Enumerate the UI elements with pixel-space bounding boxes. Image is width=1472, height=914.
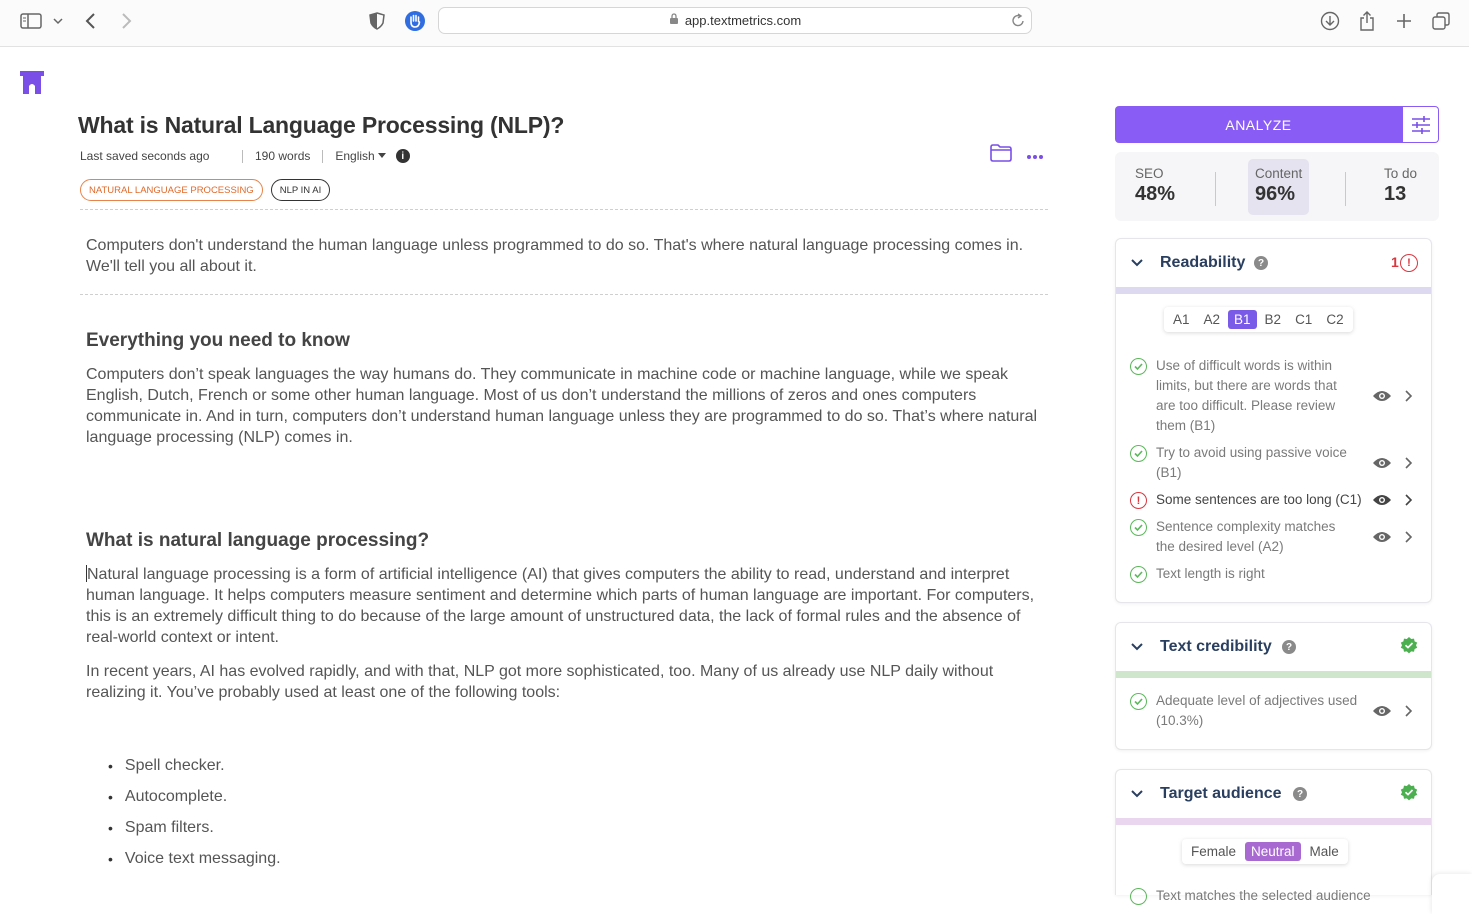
language-select[interactable] xyxy=(335,149,385,163)
check-item-text: Sentence complexity matches the desired level (A2) xyxy=(1156,519,1336,554)
chevron-right-icon[interactable] xyxy=(1404,704,1414,718)
audience-option-selected[interactable]: Neutral xyxy=(1245,842,1301,861)
download-icon[interactable] xyxy=(1318,9,1342,33)
language-label: English xyxy=(335,149,375,163)
browser-toolbar xyxy=(0,0,1469,47)
chevron-right-icon[interactable] xyxy=(1404,389,1414,403)
readability-title: Readability xyxy=(1160,254,1246,271)
chevron-down-icon[interactable] xyxy=(1130,639,1144,657)
audience-progress-bar xyxy=(1116,818,1431,825)
chevron-down-icon[interactable] xyxy=(1130,786,1144,804)
body-paragraph[interactable]: In recent years, AI has evolved rapidly, and with that, NLP got more sophisticated, too. Many of us already use NLP daily without realizing it. You’ve probably used at least one of the following tools: xyxy=(86,663,994,701)
body-paragraph[interactable]: Computers don’t speak languages the way humans do. They communicate in machine code or machine language, while we speak English, Dutch, French or some other human language. Most of us don’t understand the millions of zeros and ones computers communicate in. And in turn, computers don’t understand human language unless they are programmed to do so. That’s where natural language processing (NLP) comes in. xyxy=(86,366,1038,446)
tool-list xyxy=(108,750,281,874)
score-value: 48% xyxy=(1135,183,1176,205)
check-icon xyxy=(1130,566,1147,583)
check-item-text: Try to avoid using passive voice (B1) xyxy=(1156,445,1347,480)
score-label: Content xyxy=(1255,166,1303,181)
content-score[interactable] xyxy=(1248,159,1309,215)
divider xyxy=(322,150,323,163)
target-audience-panel xyxy=(1115,769,1432,903)
chevron-right-icon[interactable] xyxy=(1404,456,1414,470)
target-audience-header[interactable] xyxy=(1116,770,1431,818)
credibility-header[interactable] xyxy=(1116,623,1431,671)
settings-sliders-icon[interactable] xyxy=(1403,107,1438,142)
chevron-right-icon[interactable] xyxy=(1404,530,1414,544)
word-count: 190 words xyxy=(255,149,311,163)
check-item-text: Use of difficult words is within limits, but there are words that are too difficult. Please review them (B1) xyxy=(1156,358,1337,433)
seo-score[interactable] xyxy=(1128,159,1182,215)
todo-count[interactable] xyxy=(1377,159,1424,215)
divider xyxy=(80,209,1048,210)
divider xyxy=(80,294,1048,295)
score-value: 96% xyxy=(1255,183,1296,205)
score-summary xyxy=(1115,152,1439,221)
tag-list xyxy=(80,179,330,201)
help-icon[interactable]: ? xyxy=(1282,640,1296,654)
check-icon xyxy=(1130,693,1147,710)
check-item-text: Text matches the selected audience xyxy=(1156,888,1371,903)
score-label: SEO xyxy=(1135,166,1164,181)
eye-icon[interactable] xyxy=(1372,389,1392,403)
url-field[interactable] xyxy=(438,7,1032,34)
warning-icon: ! xyxy=(1130,492,1147,509)
score-value: 13 xyxy=(1384,183,1407,205)
tab-overview-icon[interactable] xyxy=(1429,9,1453,33)
credibility-progress-bar xyxy=(1116,671,1431,678)
check-item-text: Adequate level of adjectives used (10.3%) xyxy=(1156,693,1358,728)
info-icon[interactable]: i xyxy=(396,149,410,163)
divider xyxy=(242,150,243,163)
check-icon xyxy=(1130,519,1147,536)
textmetrics-logo[interactable] xyxy=(18,67,46,95)
credibility-panel xyxy=(1115,622,1432,750)
analyze-button[interactable]: ANALYZE xyxy=(1225,116,1292,133)
lock-icon xyxy=(669,13,679,28)
chevron-right-icon[interactable] xyxy=(1404,493,1414,507)
section-heading[interactable]: What is natural language processing? xyxy=(86,530,430,551)
eye-icon[interactable] xyxy=(1372,493,1392,507)
readability-progress-bar xyxy=(1116,287,1431,294)
document-title[interactable]: What is Natural Language Processing (NLP)? xyxy=(78,112,565,138)
document-meta xyxy=(80,148,410,164)
save-status: Last saved seconds ago xyxy=(80,149,210,163)
body-paragraph-editing[interactable] xyxy=(86,564,1041,648)
level-option[interactable]: A2 xyxy=(1203,312,1221,327)
check-icon xyxy=(1130,888,1147,905)
back-icon[interactable] xyxy=(79,9,103,33)
level-option-selected[interactable]: B1 xyxy=(1228,310,1257,329)
tag-nlp-in-ai[interactable]: NLP IN AI xyxy=(271,179,331,201)
help-icon[interactable]: ? xyxy=(1293,787,1307,801)
reload-icon[interactable] xyxy=(1011,12,1025,31)
forward-icon[interactable] xyxy=(114,9,138,33)
readability-header[interactable] xyxy=(1116,239,1431,287)
list-item[interactable]: • Autocomplete. xyxy=(108,781,281,812)
readability-panel xyxy=(1115,238,1432,603)
intro-paragraph[interactable]: Computers don't understand the human language unless programmed to do so. That's where natural language processing comes in. We'll tell you all about it. xyxy=(86,237,1024,275)
audience-selector xyxy=(1182,839,1348,864)
tag-nlp[interactable]: NATURAL LANGUAGE PROCESSING xyxy=(80,179,263,201)
eye-icon[interactable] xyxy=(1372,456,1392,470)
chevron-down-icon[interactable] xyxy=(1130,255,1144,273)
analyze-bar xyxy=(1115,106,1439,143)
score-label: To do xyxy=(1384,166,1418,181)
eye-icon[interactable] xyxy=(1372,530,1392,544)
warning-item-text: Some sentences are too long (C1) xyxy=(1156,492,1362,507)
section-heading[interactable]: Everything you need to know xyxy=(86,330,350,351)
chat-widget[interactable] xyxy=(1432,874,1472,914)
audience-option[interactable]: Female xyxy=(1191,844,1237,859)
caret-down-icon xyxy=(378,153,386,159)
folder-icon[interactable] xyxy=(990,144,1012,167)
check-icon xyxy=(1130,358,1147,375)
list-item[interactable]: • Spam filters. xyxy=(108,812,281,843)
document-actions xyxy=(990,144,1044,167)
eye-icon[interactable] xyxy=(1372,704,1392,718)
issue-count: 1 xyxy=(1391,254,1399,270)
audience-option[interactable]: Male xyxy=(1309,844,1339,859)
new-tab-icon[interactable] xyxy=(1392,9,1416,33)
chevron-down-icon[interactable] xyxy=(46,9,70,33)
privacy-shield-icon[interactable] xyxy=(365,9,389,33)
divider xyxy=(1215,172,1216,206)
credibility-title: Text credibility xyxy=(1160,638,1272,655)
level-option[interactable]: C1 xyxy=(1295,312,1313,327)
check-icon xyxy=(1130,445,1147,462)
more-options-icon[interactable] xyxy=(1026,147,1044,165)
help-icon[interactable]: ? xyxy=(1254,256,1268,270)
verified-badge-icon xyxy=(1400,637,1418,655)
sidebar-toggle-icon[interactable] xyxy=(19,9,43,33)
divider xyxy=(1345,172,1346,206)
list-item[interactable]: • Spell checker. xyxy=(108,750,281,781)
level-option[interactable]: C2 xyxy=(1326,312,1344,327)
verified-badge-icon xyxy=(1400,784,1418,802)
check-item-text: Text length is right xyxy=(1156,566,1265,581)
body-paragraph-text: Natural language processing is a form of artificial intelligence (AI) that gives computers the ability to read, understand and interpret human language. It helps computers measure sentiment and determine which parts of human language are important. For computers, this is an extremely difficult thing to do because of the large amount of unstructured data, the lack of formal rules and the absence of real-world context or intent. xyxy=(86,566,1035,646)
target-audience-title: Target audience xyxy=(1160,785,1282,802)
alert-icon: ! xyxy=(1400,254,1418,272)
extension-hand-icon[interactable] xyxy=(403,9,427,33)
level-option[interactable]: A1 xyxy=(1173,312,1190,327)
level-option[interactable]: B2 xyxy=(1264,312,1282,327)
url-text: app.textmetrics.com xyxy=(684,13,802,28)
list-item[interactable]: • Voice text messaging. xyxy=(108,843,281,874)
reading-level-selector xyxy=(1164,307,1353,332)
share-icon[interactable] xyxy=(1355,9,1379,33)
